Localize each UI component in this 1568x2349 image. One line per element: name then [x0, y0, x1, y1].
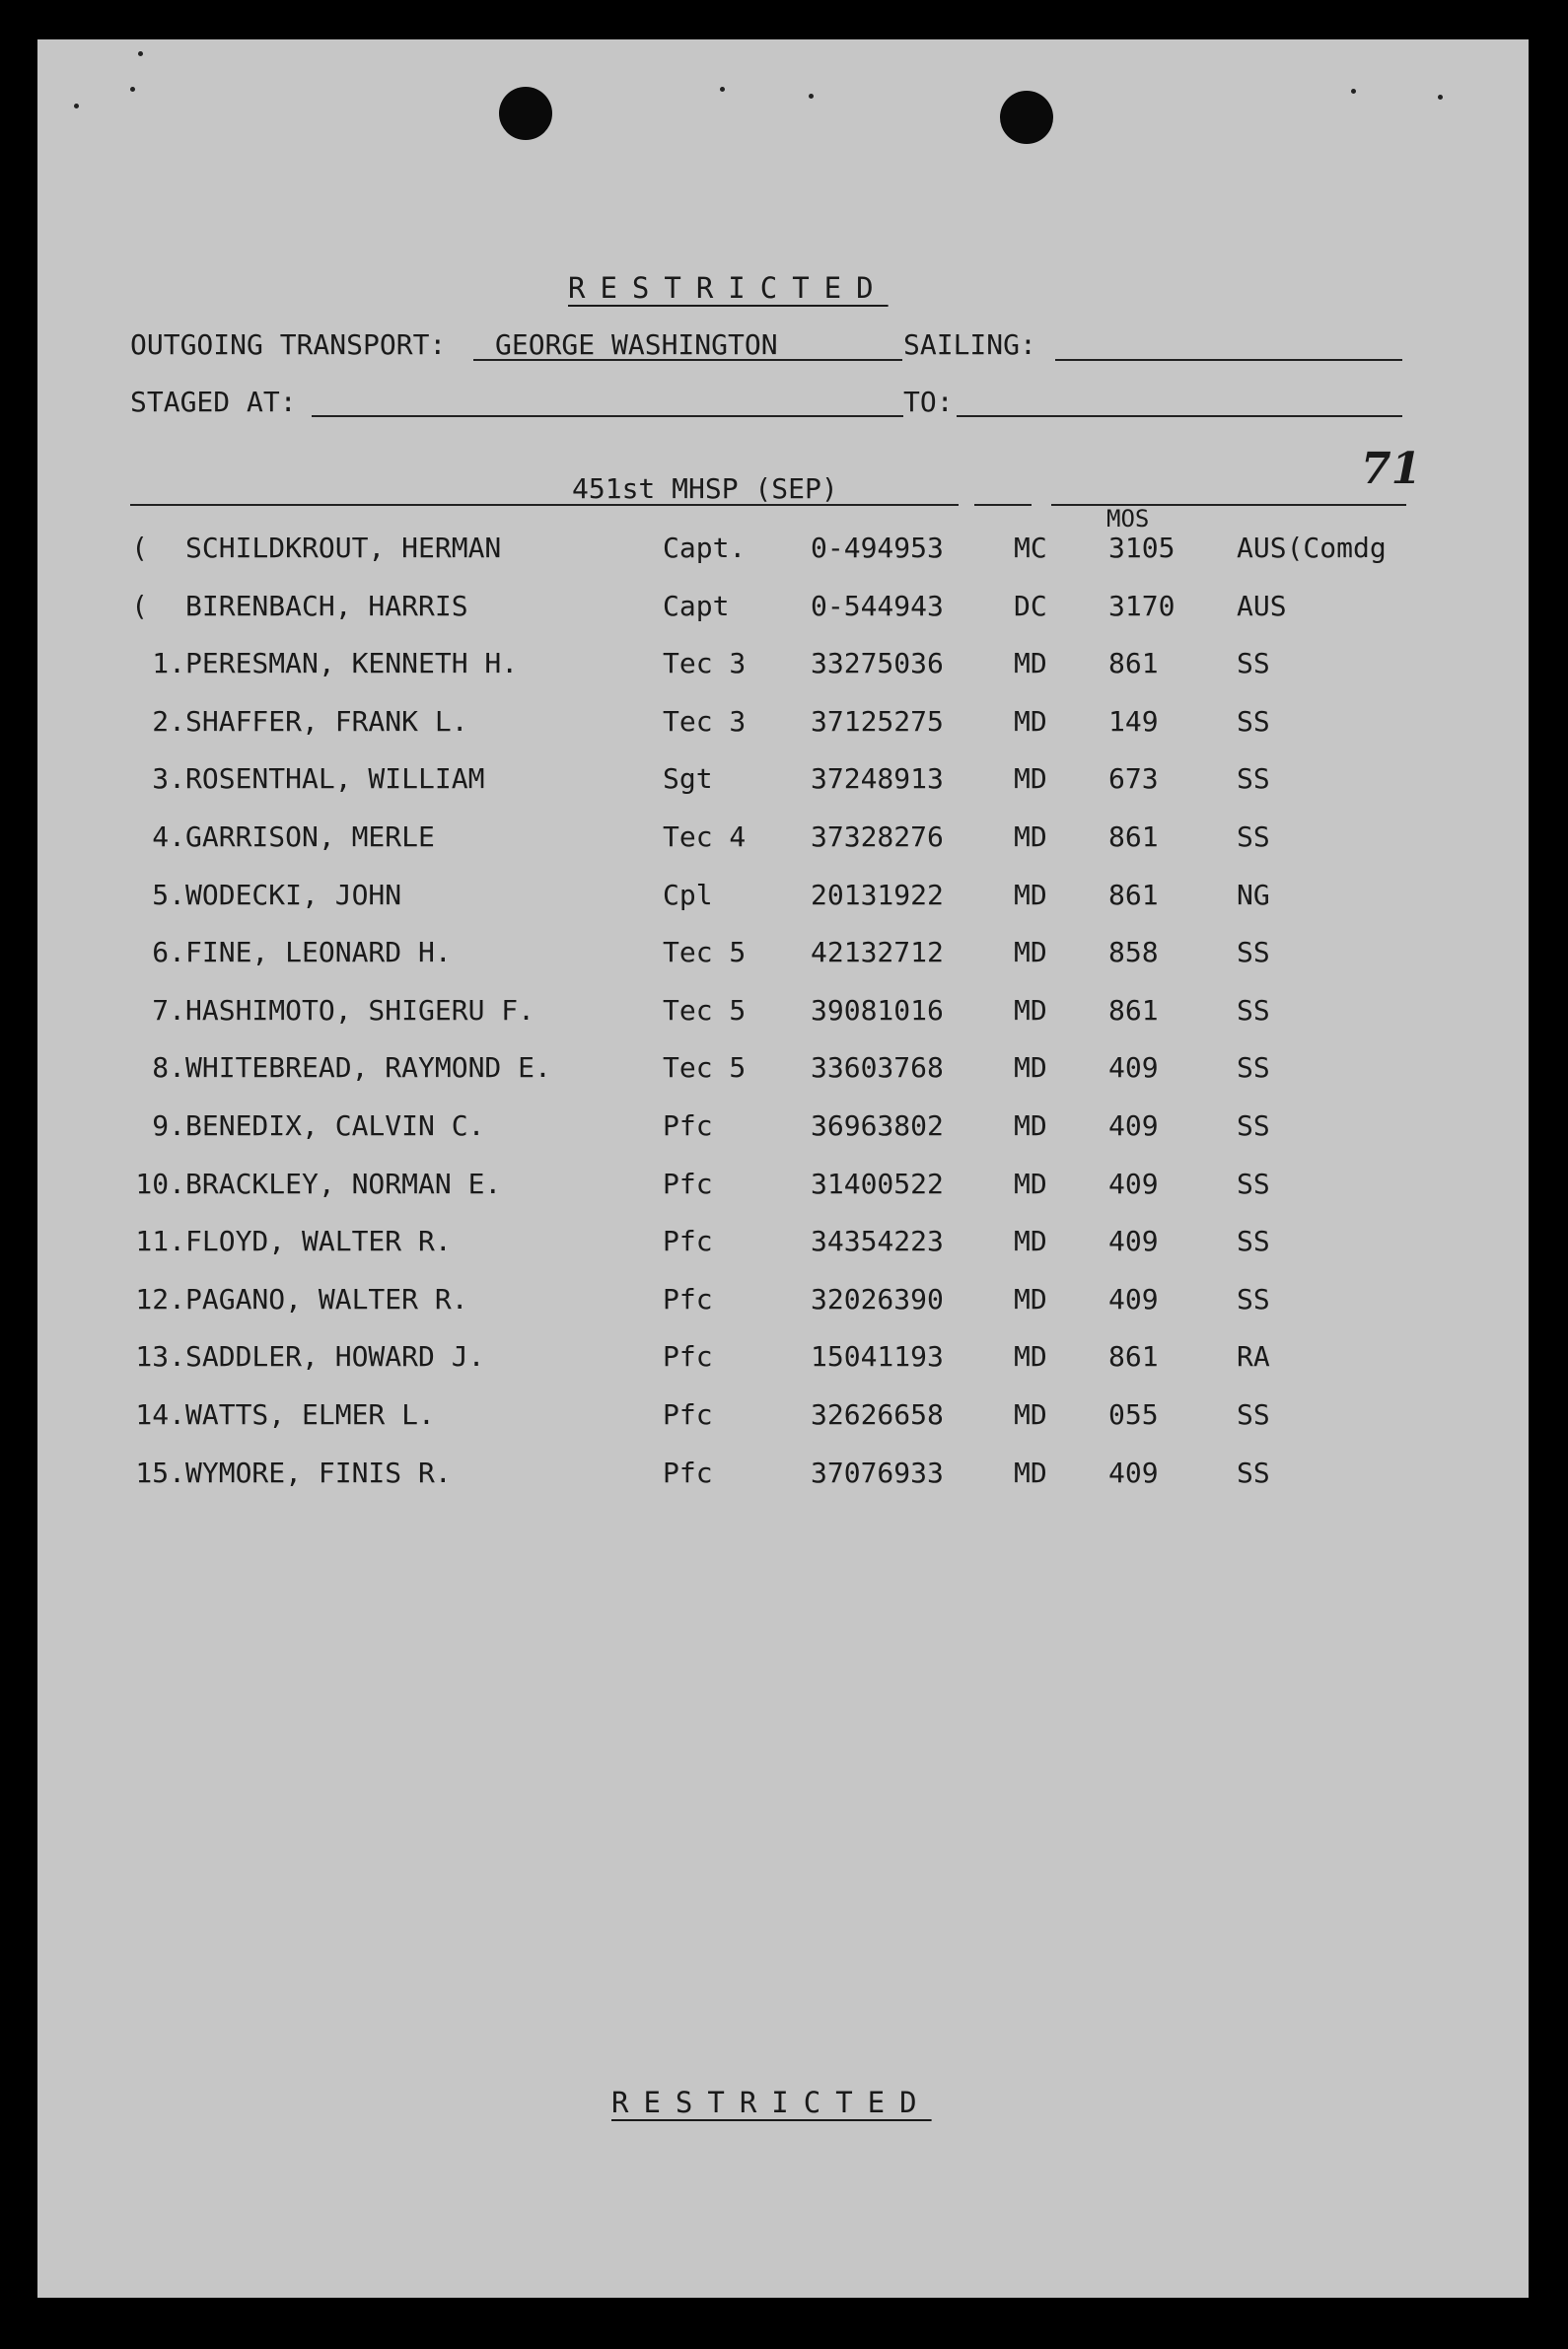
branch-code: MD [1014, 1340, 1047, 1374]
person-name: ROSENTHAL, WILLIAM [185, 762, 485, 796]
component-status: SS [1237, 1282, 1270, 1316]
mos-code: 409 [1108, 1167, 1159, 1200]
branch-code: DC [1014, 589, 1047, 622]
mos-code: 861 [1108, 820, 1159, 853]
person-name: FLOYD, WALTER R. [185, 1225, 452, 1258]
person-rank: Pfc [663, 1282, 713, 1316]
branch-code: MD [1014, 1225, 1047, 1258]
branch-code: MD [1014, 704, 1047, 738]
branch-code: MD [1014, 993, 1047, 1027]
mos-column-label: MOS [1106, 505, 1150, 533]
person-name: PAGANO, WALTER R. [185, 1282, 468, 1316]
serial-number: 32626658 [811, 1398, 944, 1431]
component-status: SS [1237, 704, 1270, 738]
punch-hole-left [499, 87, 552, 140]
mos-code: 861 [1108, 647, 1159, 680]
row-number: ( [131, 589, 148, 622]
mos-code: 861 [1108, 993, 1159, 1027]
row-number: 1. [152, 647, 185, 680]
roster-row [0, 1167, 1568, 1210]
unit-designation: 451st MHSP (SEP) [572, 472, 838, 505]
to-label: TO: [903, 386, 954, 418]
roster-row [0, 993, 1568, 1036]
person-name: WODECKI, JOHN [185, 878, 402, 911]
row-number: 6. [152, 936, 185, 969]
person-name: SCHILDKROUT, HERMAN [185, 532, 502, 564]
person-name: SADDLER, HOWARD J. [185, 1340, 485, 1374]
roster-row [0, 1456, 1568, 1499]
mos-code: 409 [1108, 1051, 1159, 1085]
paper-speck [720, 87, 725, 92]
person-rank: Pfc [663, 1109, 713, 1142]
branch-code: MD [1014, 762, 1047, 796]
paper-speck [138, 51, 143, 56]
person-name: SHAFFER, FRANK L. [185, 704, 468, 738]
person-rank: Tec 3 [663, 647, 747, 680]
person-rank: Tec 5 [663, 1051, 747, 1085]
mos-code: 861 [1108, 878, 1159, 911]
roster-row [0, 704, 1568, 747]
serial-number: 20131922 [811, 878, 944, 911]
branch-code: MD [1014, 1398, 1047, 1431]
component-status: AUS [1237, 589, 1287, 622]
restricted-heading: RESTRICTED [568, 271, 889, 305]
person-rank: Tec 5 [663, 993, 747, 1027]
component-status: NG [1237, 878, 1270, 911]
mos-code: 055 [1108, 1398, 1159, 1431]
staged-at-line [312, 415, 903, 417]
roster-row [0, 1282, 1568, 1325]
person-rank: Tec 5 [663, 936, 747, 969]
person-name: FINE, LEONARD H. [185, 936, 452, 969]
person-rank: Pfc [663, 1456, 713, 1489]
component-status: AUS(Comdg [1237, 532, 1387, 564]
row-number: 3. [152, 762, 185, 796]
roster-row [0, 1340, 1568, 1383]
paper-speck [130, 87, 135, 92]
person-rank: Capt. [663, 532, 747, 564]
roster-row [0, 820, 1568, 863]
person-name: PERESMAN, KENNETH H. [185, 647, 519, 680]
person-rank: Sgt [663, 762, 713, 796]
serial-number: 34354223 [811, 1225, 944, 1258]
component-status: SS [1237, 820, 1270, 853]
component-status: SS [1237, 1225, 1270, 1258]
serial-number: 31400522 [811, 1167, 944, 1200]
serial-number: 0-494953 [811, 532, 944, 564]
serial-number: 33275036 [811, 647, 944, 680]
person-rank: Capt [663, 589, 730, 622]
person-name: BRACKLEY, NORMAN E. [185, 1167, 502, 1200]
row-number: 4. [152, 820, 185, 853]
branch-code: MD [1014, 1051, 1047, 1085]
staged-at-label: STAGED AT: [130, 386, 297, 418]
roster-row [0, 647, 1568, 689]
unit-line-short [974, 504, 1032, 506]
mos-code: 858 [1108, 936, 1159, 969]
branch-code: MD [1014, 1282, 1047, 1316]
mos-code: 3170 [1108, 589, 1176, 622]
person-name: WATTS, ELMER L. [185, 1398, 435, 1431]
paper-speck [1351, 89, 1356, 94]
row-number: 5. [152, 878, 185, 911]
person-name: BIRENBACH, HARRIS [185, 589, 468, 622]
component-status: SS [1237, 1456, 1270, 1489]
person-name: WHITEBREAD, RAYMOND E. [185, 1051, 551, 1085]
roster-row [0, 878, 1568, 921]
serial-number: 0-544943 [811, 589, 944, 622]
roster-row [0, 936, 1568, 978]
serial-number: 37076933 [811, 1456, 944, 1489]
row-number: ( [131, 532, 148, 564]
serial-number: 37328276 [811, 820, 944, 853]
sailing-line [1055, 359, 1402, 361]
branch-code: MC [1014, 532, 1047, 564]
roster-row [0, 589, 1568, 632]
serial-number: 42132712 [811, 936, 944, 969]
person-rank: Pfc [663, 1167, 713, 1200]
unit-line [130, 504, 959, 506]
mos-code: 409 [1108, 1456, 1159, 1489]
row-number: 13. [135, 1340, 185, 1374]
paper-speck [74, 104, 79, 108]
component-status: SS [1237, 762, 1270, 796]
branch-code: MD [1014, 1456, 1047, 1489]
roster-row [0, 1109, 1568, 1152]
sailing-label: SAILING: [903, 328, 1036, 361]
transport-line [473, 359, 902, 361]
serial-number: 33603768 [811, 1051, 944, 1085]
roster-row [0, 534, 1568, 574]
branch-code: MD [1014, 1109, 1047, 1142]
person-name: BENEDIX, CALVIN C. [185, 1109, 485, 1142]
branch-code: MD [1014, 1167, 1047, 1200]
punch-hole-right [1000, 91, 1053, 144]
row-number: 14. [135, 1398, 185, 1431]
roster-row [0, 762, 1568, 805]
mos-code: 861 [1108, 1340, 1159, 1374]
serial-number: 39081016 [811, 993, 944, 1027]
mos-code: 409 [1108, 1109, 1159, 1142]
restricted-footer: RESTRICTED [611, 2086, 932, 2119]
row-number: 8. [152, 1051, 185, 1085]
row-number: 12. [135, 1282, 185, 1316]
person-rank: Tec 4 [663, 820, 747, 853]
paper-speck [809, 94, 814, 99]
person-rank: Pfc [663, 1225, 713, 1258]
row-number: 15. [135, 1456, 185, 1489]
serial-number: 32026390 [811, 1282, 944, 1316]
row-number: 10. [135, 1167, 185, 1200]
unit-line-right [1051, 504, 1406, 506]
person-name: GARRISON, MERLE [185, 820, 435, 853]
mos-code: 409 [1108, 1282, 1159, 1316]
mos-code: 409 [1108, 1225, 1159, 1258]
mos-code: 673 [1108, 762, 1159, 796]
serial-number: 37248913 [811, 762, 944, 796]
row-number: 9. [152, 1109, 185, 1142]
mos-code: 149 [1108, 704, 1159, 738]
person-rank: Pfc [663, 1398, 713, 1431]
roster-row [0, 1051, 1568, 1094]
component-status: SS [1237, 1167, 1270, 1200]
branch-code: MD [1014, 647, 1047, 680]
person-rank: Cpl [663, 878, 713, 911]
component-status: SS [1237, 936, 1270, 969]
branch-code: MD [1014, 820, 1047, 853]
roster-row [0, 1225, 1568, 1267]
branch-code: MD [1014, 878, 1047, 911]
component-status: SS [1237, 1109, 1270, 1142]
page-number: 71 [1361, 444, 1422, 494]
person-rank: Pfc [663, 1340, 713, 1374]
serial-number: 15041193 [811, 1340, 944, 1374]
component-status: SS [1237, 993, 1270, 1027]
row-number: 2. [152, 704, 185, 738]
component-status: SS [1237, 1051, 1270, 1085]
branch-code: MD [1014, 936, 1047, 969]
row-number: 11. [135, 1225, 185, 1258]
serial-number: 36963802 [811, 1109, 944, 1142]
person-name: HASHIMOTO, SHIGERU F. [185, 993, 535, 1027]
component-status: RA [1237, 1340, 1270, 1374]
row-number: 7. [152, 993, 185, 1027]
mos-code: 3105 [1108, 532, 1176, 564]
paper-speck [1438, 95, 1443, 100]
roster-row [0, 1398, 1568, 1441]
component-status: SS [1237, 1398, 1270, 1431]
component-status: SS [1237, 647, 1270, 680]
person-name: WYMORE, FINIS R. [185, 1456, 452, 1489]
transport-value: GEORGE WASHINGTON [495, 328, 778, 361]
transport-label: OUTGOING TRANSPORT: [130, 328, 447, 361]
to-line [957, 415, 1402, 417]
serial-number: 37125275 [811, 704, 944, 738]
person-rank: Tec 3 [663, 704, 747, 738]
